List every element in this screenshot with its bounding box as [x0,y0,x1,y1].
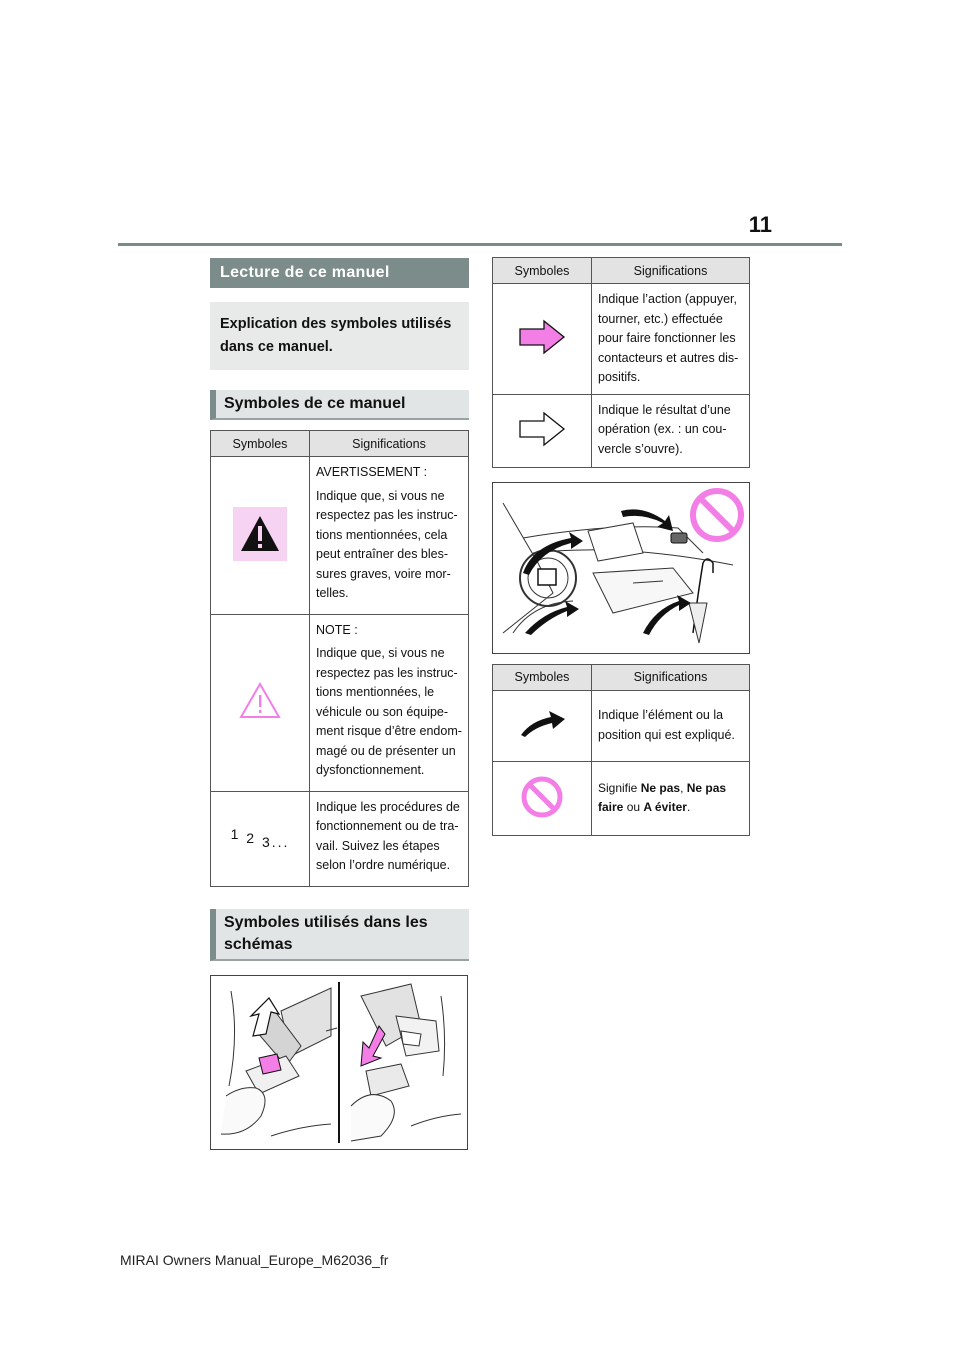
note-label: NOTE : [316,622,358,637]
action-arrow-icon [518,344,566,358]
prohibition-icon [519,809,565,823]
subsection-symbols-title: Symboles de ce manuel [210,390,469,420]
table-row [211,457,469,615]
pointer-arrow-text: Indique l’élément ou la position qui est expliqué. [592,690,750,761]
warning-triangle-icon [233,507,287,561]
diagram-symbols-table [492,664,750,836]
section-title: Lecture de ce manuel [210,258,469,288]
table-header-meanings: Significations [592,664,750,690]
header-rule [118,243,842,246]
table-header-symbols: Symboles [493,258,592,284]
warning-label: AVERTISSEMENT : [316,465,428,479]
seatbelt-figure [210,975,468,1150]
step-numbers-icon: 1 2 3... [230,825,290,850]
table-row [493,690,750,761]
note-text: Indique que, si vous ne respectez pas les instruc-tions mentionnées, le véhicule ou son équipe-ment risque d’être endom-magé ou de présenter un dysfonctionnement. [316,646,462,777]
dashboard-figure [492,482,750,654]
table-row [493,761,750,835]
pointer-arrow-icon [517,728,567,742]
table-header-meanings: Significations [310,431,469,457]
table-header-meanings: Significations [592,258,750,284]
result-arrow-text: Indique le résultat d’une opération (ex. : un cou-vercle s’ouvre). [592,394,750,467]
table-row [493,394,750,467]
result-arrow-icon [518,436,566,450]
page-number: 11 [748,212,772,237]
arrows-table [492,257,750,468]
table-row [211,791,469,886]
symbols-table [210,430,469,887]
left-column [210,258,469,1150]
action-arrow-text: Indique l’action (appuyer, tourner, etc.) effectuée pour faire fonctionner les contacteurs et autres dis-positifs. [592,284,750,395]
table-row [211,614,469,791]
table-row [493,284,750,395]
prohibition-text: Signifie Ne pas, Ne pas faire ou A éviter. [592,761,750,835]
right-column [492,257,750,836]
table-header-symbols: Symboles [211,431,310,457]
footer-doc-id: MIRAI Owners Manual_Europe_M62036_fr [120,1252,389,1268]
intro-box: Explication des symboles utilisés dans ce manuel. [210,302,469,370]
caution-triangle-icon [238,710,282,724]
warning-text: Indique que, si vous ne respectez pas les instruc-tions mentionnées, cela peut entraîner des bles-sures graves, voire mor-telles. [316,488,458,600]
table-header-symbols: Symboles [493,664,592,690]
subsection-diagrams-title: Symboles utilisés dans les schémas [210,909,469,961]
steps-text: Indique les procédures de fonctionnement ou de tra-vail. Suivez les étapes selon l’ordre numérique. [316,799,460,872]
